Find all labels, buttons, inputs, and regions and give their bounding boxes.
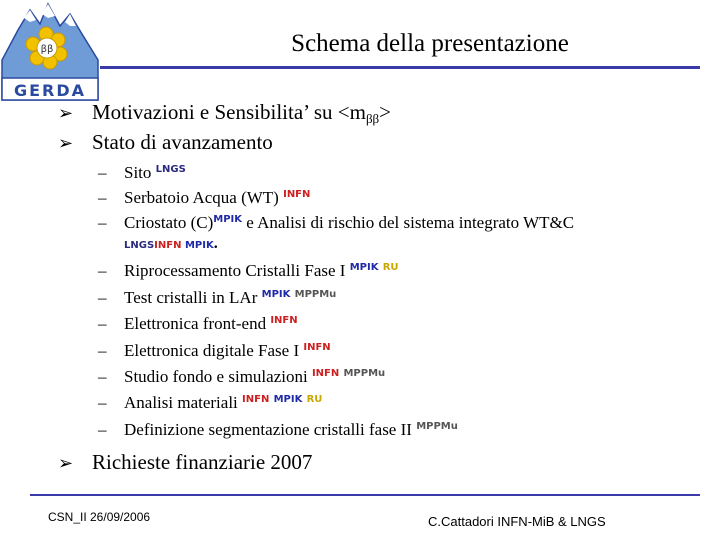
bullet-richieste: ➢ Richieste finanziarie 2007 [58,450,313,474]
bullet-stato: ➢ Stato di avanzamento [58,130,273,154]
footer-date: CSN_II 26/09/2006 [48,510,151,524]
tag-infn: INFN [283,189,311,200]
subitem-sito: – Sito $^{LNGS}$ [98,163,186,182]
subitem-test-cristalli: – Test cristalli in LAr $^{MPIK}$ $^{MPPMu}$ [98,288,337,307]
subitem-elettronica-digitale: – Elettronica digitale Fase I $^{INFN}$ [98,341,331,360]
tag-ru: RU [382,262,399,273]
tag-ru: RU [306,394,323,405]
tag-infn: INFN [270,315,298,326]
tag-lngs: LNGS [124,240,155,251]
subitem-definizione-segmentazione: – Definizione segmentazione cristalli fase II $^{MPPMu}$ [98,420,458,439]
title-divider [100,66,700,69]
arrow-bullet-icon: ➢ [58,133,74,154]
tag-infn: INFN [303,342,331,353]
bullet-motivazioni: ➢ Motivazioni e Sensibilita’ su <mββ> [58,100,392,126]
subitem-criostato-tags: LNGSINFN MPIK. [124,235,218,252]
tag-mpik: MPIK [349,262,379,273]
subitem-studio-fondo: – Studio fondo e simulazioni $^{INFN}$ $^{MPPMu}$ [98,367,386,386]
tag-infn: INFN [311,368,340,379]
logo-text: GERDA [13,81,87,100]
subitem-elettronica-front-end: – Elettronica front-end $^{INFN}$ [98,314,298,333]
tag-mpik: MPIK [213,214,242,225]
tag-lngs: LNGS [155,164,186,175]
tag-infn: INFN [154,240,182,251]
tag-mpik: MPIK [273,394,303,405]
gerda-logo [0,0,100,102]
footer-author: C.Cattadori INFN-MiB & LNGS [428,514,606,529]
logo-symbol: ββ [40,44,54,55]
tag-mppmu: MPPMu [416,421,458,432]
tag-infn: INFN [242,394,270,405]
arrow-bullet-icon: ➢ [58,103,74,124]
subitem-analisi-materiali: – Analisi materiali $^{INFN}$ $^{MPIK}$ $^{RU}$ [98,393,323,412]
tag-mpik: MPIK [261,289,291,300]
subitem-criostato: – Criostato $(C)^{MPIK}$ e Analisi di rischio del sistema integrato WT&C [98,213,575,232]
tag-mpik: MPIK [184,240,214,251]
subitem-riprocessamento: – Riprocessamento Cristalli Fase I $^{MPIK}$ $^{RU}$ [98,261,399,280]
subitem-serbatoio: – Serbatoio Acqua (WT) $^{INFN}$ [98,188,311,207]
arrow-bullet-icon: ➢ [58,453,74,474]
footer-divider [30,494,700,496]
tag-mppmu: MPPMu [294,289,337,300]
tag-mppmu: MPPMu [343,368,386,379]
page-title: Schema della presentazione [291,30,569,57]
